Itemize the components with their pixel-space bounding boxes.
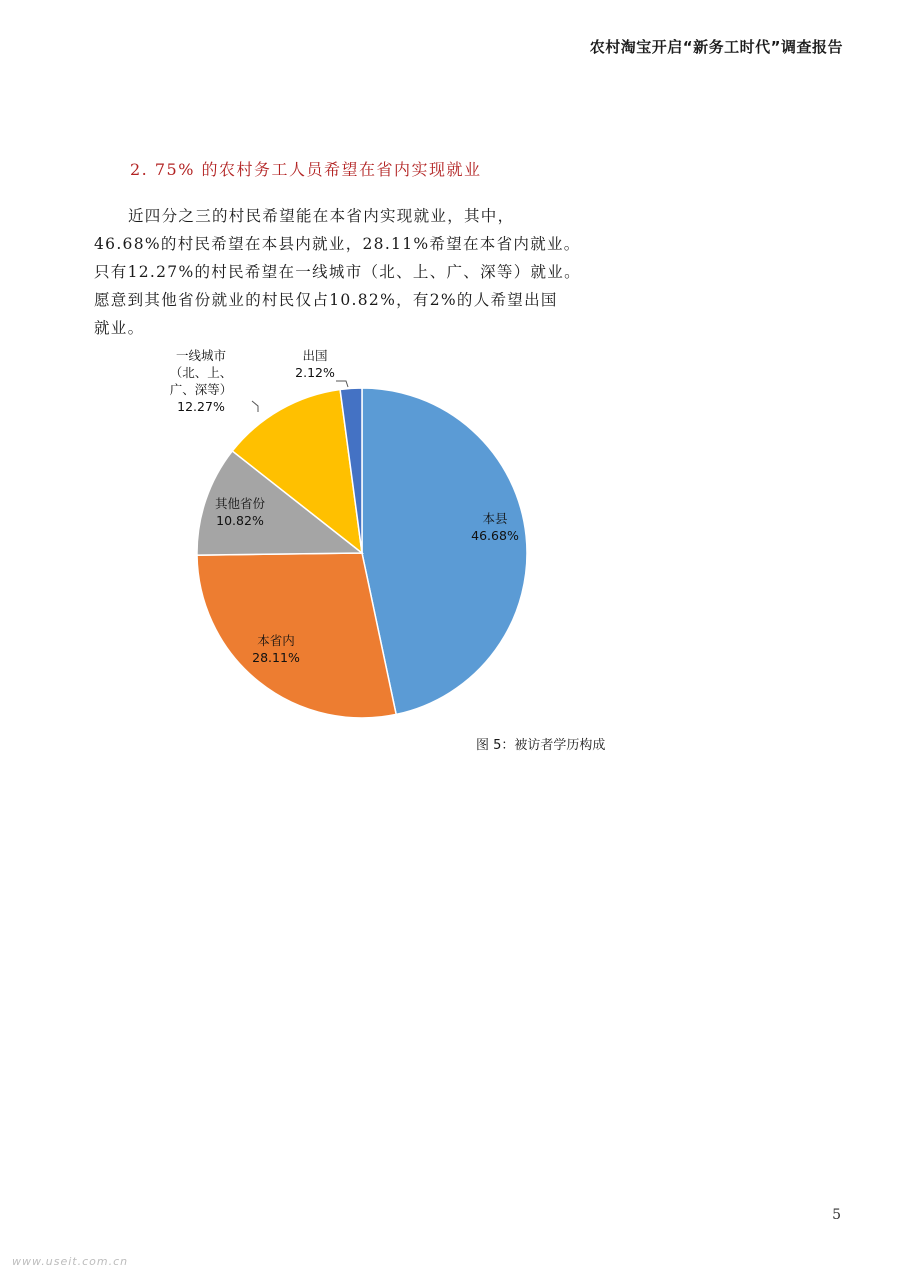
slice-label	[295, 348, 335, 380]
page-number: 5	[832, 1207, 841, 1223]
pie-slice	[197, 553, 396, 718]
slice-category-label: （北、上、	[169, 365, 233, 380]
paragraph-line: 46.68%的村民希望在本县内就业，28.11%希望在本省内就业。	[94, 235, 581, 253]
report-header-title: 农村淘宝开启“新务工时代”调查报告	[589, 38, 843, 56]
leader-line	[336, 381, 348, 387]
leader-line	[252, 401, 258, 412]
slice-category-label: 一线城市	[175, 348, 227, 363]
slice-value-label: 28.11%	[252, 650, 300, 665]
employment-pie-chart	[150, 340, 590, 725]
figure-caption: 图 5：被访者学历构成	[476, 738, 606, 753]
paragraph-line: 愿意到其他省份就业的村民仅占10.82%，有2%的人希望出国	[94, 291, 558, 309]
slice-value-label: 2.12%	[295, 365, 335, 380]
slice-value-label: 12.27%	[177, 399, 225, 414]
slice-category-label: 广、深等）	[169, 382, 233, 397]
slice-label	[170, 348, 233, 414]
slice-value-label: 46.68%	[471, 528, 519, 543]
paragraph-line: 只有12.27%的村民希望在一线城市（北、上、广、深等）就业。	[94, 263, 581, 281]
section-heading: 2. 75% 的农村务工人员希望在省内实现就业	[130, 160, 482, 179]
pie-slice	[362, 388, 527, 714]
slice-category-label: 本县	[482, 511, 508, 526]
paragraph-line: 近四分之三的村民希望能在本省内实现就业，其中，	[128, 207, 515, 225]
slice-category-label: 其他省份	[214, 496, 266, 511]
slice-category-label: 本省内	[257, 633, 295, 648]
slice-category-label: 出国	[302, 348, 328, 363]
paragraph-line: 就业。	[94, 319, 145, 337]
watermark: www.useit.com.cn	[12, 1255, 129, 1268]
slice-value-label: 10.82%	[216, 513, 264, 528]
body-paragraph	[94, 202, 639, 342]
